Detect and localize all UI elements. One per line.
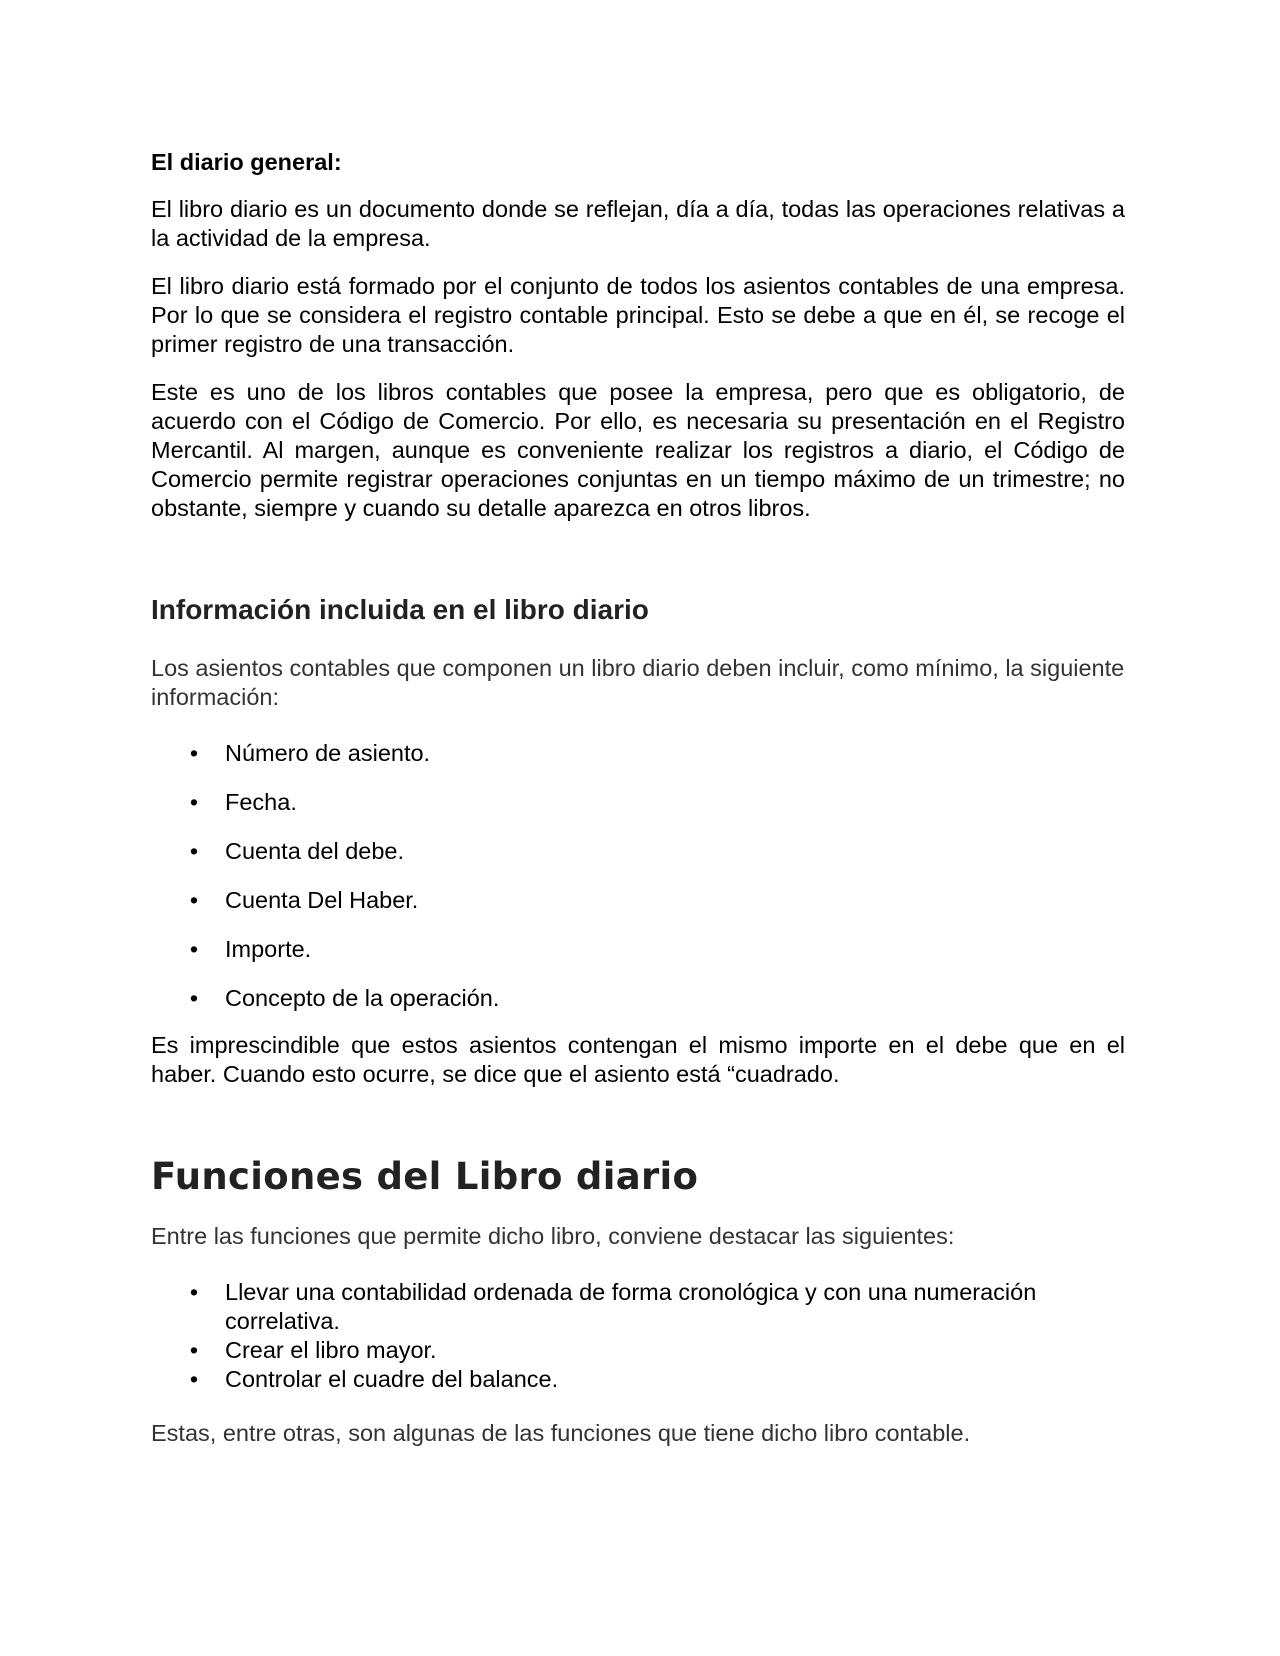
list-item xyxy=(151,886,1125,915)
bullet-icon: • xyxy=(189,1279,199,1305)
section-title-diario-general: El diario general: xyxy=(151,149,342,175)
list-item xyxy=(151,739,1125,768)
bullet-icon: • xyxy=(189,740,199,766)
list-item xyxy=(151,1365,1125,1394)
paragraph-funciones-intro: Entre las funciones que permite dicho libro, conviene destacar las siguientes: xyxy=(151,1223,955,1249)
paragraph-definition: El libro diario es un documento donde se reflejan, día a día, todas las operaciones relativas a la actividad de la empresa. xyxy=(151,196,1125,251)
bullet-icon: • xyxy=(189,1366,199,1392)
paragraph-cuadrado: Es imprescindible que estos asientos contengan el mismo importe en el debe que en el haber. Cuando esto ocurre, se dice que el asiento está “cuadrado. xyxy=(151,1032,1125,1087)
list-item-text: Crear el libro mayor. xyxy=(225,1337,437,1363)
list-item xyxy=(151,1278,1125,1336)
list-item xyxy=(151,788,1125,817)
paragraph-legal: Este es uno de los libros contables que posee la empresa, pero que es obligatorio, de acuerdo con el Código de Comercio. Por ello, es necesaria su presentación en el Registro Mercantil. Al margen, aunque es conveniente realizar los registros a diario, el Código de Comercio permite registrar operaciones conjuntas en un tiempo máximo de un trimestre; no obstante, siempre y cuando su detalle aparezca en otros libros. xyxy=(151,379,1125,521)
paragraph-closing: Estas, entre otras, son algunas de las funciones que tiene dicho libro contable. xyxy=(151,1420,971,1446)
list-item-text: Cuenta Del Haber. xyxy=(225,887,419,913)
list-item xyxy=(151,935,1125,964)
info-list xyxy=(151,739,1125,1013)
funciones-list xyxy=(151,1278,1125,1394)
list-item-text: Cuenta del debe. xyxy=(225,838,405,864)
list-item-text: Llevar una contabilidad ordenada de forma cronológica y con una numeración correlativa. xyxy=(225,1279,1037,1334)
paragraph-info-intro: Los asientos contables que componen un libro diario deben incluir, como mínimo, la siguiente información: xyxy=(151,655,1125,710)
section-heading-funciones: Funciones del Libro diario xyxy=(151,1155,699,1198)
paragraph-composition: El libro diario está formado por el conjunto de todos los asientos contables de una empresa. Por lo que se considera el registro contable principal. Esto se debe a que en él, se recoge el primer registro de una transacción. xyxy=(151,273,1125,357)
bullet-icon: • xyxy=(189,838,199,864)
bullet-icon: • xyxy=(189,985,199,1011)
list-item-text: Concepto de la operación. xyxy=(225,985,500,1011)
bullet-icon: • xyxy=(189,789,199,815)
list-item-text: Número de asiento. xyxy=(225,740,431,766)
section-heading-informacion: Información incluida en el libro diario xyxy=(151,594,649,625)
document-page xyxy=(151,148,1125,1448)
list-item-text: Fecha. xyxy=(225,789,297,815)
list-item-text: Controlar el cuadre del balance. xyxy=(225,1366,559,1392)
list-item xyxy=(151,1336,1125,1365)
bullet-icon: • xyxy=(189,936,199,962)
bullet-icon: • xyxy=(189,1337,199,1363)
list-item-text: Importe. xyxy=(225,936,312,962)
list-item xyxy=(151,837,1125,866)
list-item xyxy=(151,984,1125,1013)
bullet-icon: • xyxy=(189,887,199,913)
